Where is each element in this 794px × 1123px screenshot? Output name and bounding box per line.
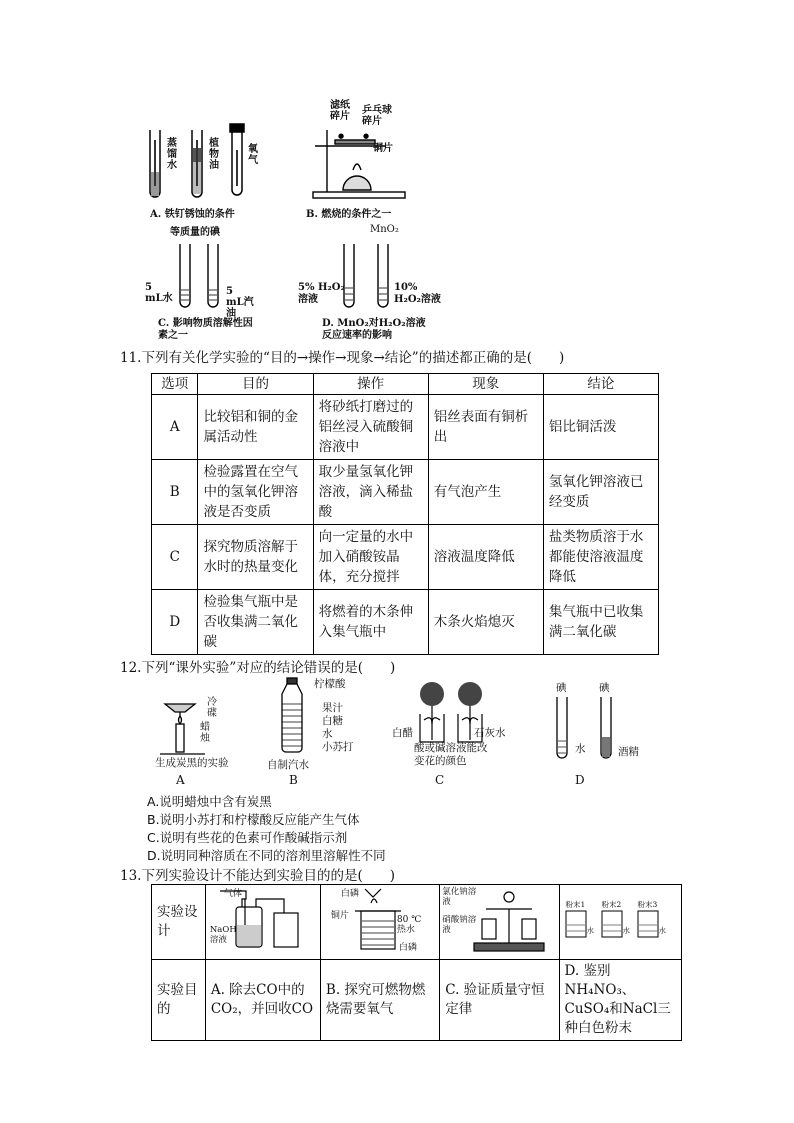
figure-a-rusting	[140, 120, 260, 205]
label-powder-2: 粉末2	[601, 900, 622, 909]
purpose-b: B. 探究可燃物燃烧需要氧气	[320, 960, 439, 1041]
header-operation: 操作	[313, 374, 428, 395]
cell-operation: 取少量氢氧化钾溶液，滴入稀盐酸	[313, 460, 428, 525]
label-hot-water: 80 ℃热水	[396, 915, 422, 935]
table-row	[152, 395, 659, 460]
table-row-purpose	[152, 960, 682, 1041]
table-header-row	[152, 374, 659, 395]
label-naoh: NaOH溶液	[209, 925, 237, 945]
label-powder-1: 粉末1	[565, 900, 586, 909]
header-conclusion: 结论	[543, 374, 658, 395]
cell-option: A	[152, 395, 198, 460]
label-copper-plate: 铜片	[373, 143, 393, 154]
label-oxygen: 氧气	[248, 144, 258, 166]
question-13-table	[151, 884, 682, 1041]
label-mno2: MnO₂	[370, 224, 399, 235]
q12-option-d[interactable]: D.说明同种溶质在不同的溶剂里溶解性不同	[147, 848, 386, 863]
letter-d: D	[575, 773, 585, 787]
purpose-d: D. 鉴别NH₄NO₃、CuSO₄和NaCl三种白色粉末	[559, 960, 681, 1041]
q12-option-a[interactable]: A.说明蜡烛中含有炭黑	[147, 794, 272, 809]
header-option: 选项	[152, 374, 198, 395]
label-white-phosphorus-bottom: 白磷	[398, 943, 417, 953]
label-pingpong: 乒乓球碎片	[362, 105, 392, 127]
label-powder-3: 粉末3	[637, 900, 658, 909]
cell-option: B	[152, 460, 198, 525]
letter-b: B	[289, 773, 298, 787]
svg-text:●: ●	[363, 132, 370, 140]
letter-a: A	[176, 773, 185, 787]
cell-purpose: 检验集气瓶中是否收集满二氧化碳	[198, 590, 313, 655]
label-distilled-water: 蒸馏水	[167, 138, 177, 171]
letter-c: C	[435, 773, 445, 787]
label-5ml-water: 5 mL水	[145, 282, 173, 304]
cell-phenomenon: 有气泡产生	[428, 460, 543, 525]
design-cell-c	[440, 885, 559, 960]
caption-d: D. MnO₂对H₂O₂溶液反应速率的影响	[322, 318, 426, 341]
cell-phenomenon: 溶液温度降低	[428, 525, 543, 590]
caption-soda: 自制汽水	[267, 759, 309, 771]
cell-conclusion: 氢氧化钾溶液已经变质	[543, 460, 658, 525]
q12-figure-d-iodine	[545, 693, 625, 768]
label-iodine-1: 碘	[556, 682, 567, 694]
table-row	[152, 525, 659, 590]
label-baking-soda: 小苏打	[322, 741, 354, 753]
table-row-design	[152, 885, 682, 960]
row-label-design: 实验设计	[152, 885, 206, 960]
question-11-stem: 11.下列有关化学实验的“目的→操作→现象→结论”的描述都正确的是( )	[120, 350, 565, 366]
label-citric-acid: 柠檬酸	[314, 678, 346, 690]
purpose-a: A. 除去CO中的CO₂，并回收CO	[205, 960, 320, 1041]
label-cold-dish: 冷碟	[207, 697, 217, 719]
caption-carbon-black: 生成炭黑的实验	[155, 757, 229, 769]
design-cell-d	[559, 885, 681, 960]
label-10pct-h2o2: 10% H₂O₂溶液	[394, 282, 441, 305]
header-purpose: 目的	[198, 374, 313, 395]
q12-option-b[interactable]: B.说明小苏打和柠檬酸反应能产生气体	[147, 812, 360, 827]
cell-purpose: 探究物质溶解于水时的热量变化	[198, 525, 313, 590]
label-nacl-solution: 氯化钠溶液	[442, 887, 477, 907]
caption-b: B. 燃烧的条件之一	[306, 209, 392, 220]
question-12-stem: 12.下列“课外实验”对应的结论错误的是( )	[120, 660, 396, 676]
label-water-d: 水	[575, 743, 586, 755]
label-water-2: 水	[622, 926, 631, 935]
label-water: 水	[322, 728, 333, 740]
figure-c-solubility	[172, 240, 232, 315]
label-water-1: 水	[586, 926, 595, 935]
q12-option-c[interactable]: C.说明有些花的色素可作酸碱指示剂	[147, 830, 348, 845]
label-5pct-h2o2: 5% H₂O₂溶液	[298, 282, 345, 305]
label-5ml-gasoline: 5 mL汽油	[226, 286, 254, 319]
cell-purpose: 检验露置在空气中的氢氧化钾溶液是否变质	[198, 460, 313, 525]
table-row	[152, 590, 659, 655]
label-nano3-solution: 硝酸钠溶液	[442, 915, 477, 935]
cell-operation: 将砂纸打磨过的铝丝浸入硫酸铜溶液中	[313, 395, 428, 460]
caption-flower-color: 酸或碱溶液能改变花的颜色	[414, 742, 488, 767]
purpose-c: C. 验证质量守恒定律	[440, 960, 559, 1041]
label-plant-oil: 植物油	[209, 138, 219, 171]
label-white-vinegar: 白醋	[392, 727, 413, 739]
design-cell-b	[320, 885, 439, 960]
cell-operation: 向一定量的水中加入硝酸铵晶体，充分搅拌	[313, 525, 428, 590]
cell-purpose: 比较铝和铜的金属活动性	[198, 395, 313, 460]
cell-phenomenon: 铝丝表面有铜析出	[428, 395, 543, 460]
header-phenomenon: 现象	[428, 374, 543, 395]
q12-figure-b-bottle	[272, 676, 312, 756]
label-alcohol: 酒精	[618, 746, 639, 758]
table-row	[152, 460, 659, 525]
label-gas: 气体	[223, 889, 242, 899]
row-label-purpose: 实验目的	[152, 960, 206, 1041]
question-11-table	[151, 373, 659, 655]
cell-phenomenon: 木条火焰熄灭	[428, 590, 543, 655]
label-juice: 果汁	[322, 702, 343, 714]
caption-a: A. 铁钉锈蚀的条件	[150, 209, 235, 220]
caption-c: C. 影响物质溶解性因素之一	[158, 318, 253, 341]
label-iodine-2: 碘	[599, 682, 610, 694]
label-water-3: 水	[658, 926, 667, 935]
label-white-phosphorus-top: 白磷	[340, 889, 359, 899]
label-filter-paper: 滤纸碎片	[330, 100, 350, 122]
label-candle: 蜡烛	[200, 722, 210, 744]
label-iodine-equal: 等质量的碘	[170, 227, 220, 238]
cell-option: C	[152, 525, 198, 590]
svg-text:●: ●	[338, 132, 345, 140]
cell-conclusion: 铝比铜活泼	[543, 395, 658, 460]
cell-option: D	[152, 590, 198, 655]
cell-conclusion: 盐类物质溶于水都能使溶液温度降低	[543, 525, 658, 590]
label-sugar: 白糖	[322, 715, 343, 727]
question-13-stem: 13.下列实验设计不能达到实验目的的是( )	[120, 868, 396, 884]
label-copper: 铜片	[330, 911, 349, 921]
cell-conclusion: 集气瓶中已收集满二氧化碳	[543, 590, 658, 655]
cell-operation: 将燃着的木条伸入集气瓶中	[313, 590, 428, 655]
label-limewater: 石灰水	[474, 727, 506, 739]
design-cell-a	[205, 885, 320, 960]
